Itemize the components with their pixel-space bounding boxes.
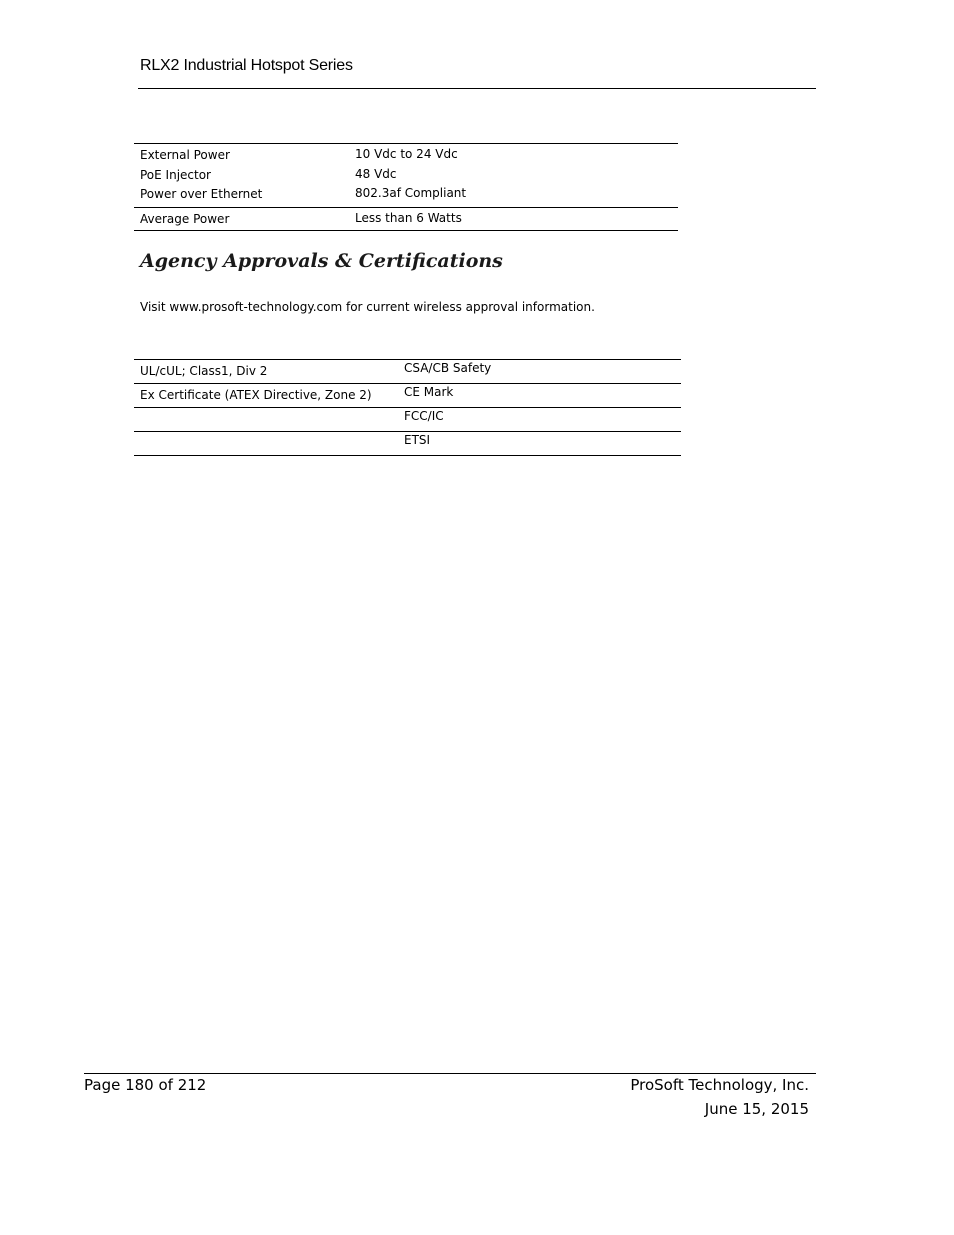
cert-right-cell: FCC/IC bbox=[404, 408, 681, 432]
cert-left-cell: Ex Certificate (ATEX Directive, Zone 2) bbox=[134, 384, 404, 408]
poe-injector-label: PoE Injector bbox=[140, 167, 211, 182]
power-spec-table bbox=[134, 143, 678, 231]
external-power-value: 10 Vdc to 24 Vdc bbox=[355, 147, 458, 161]
cert-right-cell: CSA/CB Safety bbox=[404, 360, 681, 384]
header-divider bbox=[138, 88, 816, 89]
footer-divider bbox=[84, 1073, 816, 1074]
average-power-label: Average Power bbox=[140, 211, 230, 226]
table-row bbox=[134, 432, 681, 456]
table-row bbox=[134, 384, 681, 408]
table-row bbox=[134, 408, 681, 432]
cert-left-cell bbox=[134, 408, 404, 432]
company-name: ProSoft Technology, Inc. bbox=[630, 1076, 809, 1094]
cert-left-cell: UL/cUL; Class1, Div 2 bbox=[134, 360, 404, 384]
external-power-label: External Power bbox=[140, 148, 230, 162]
table-row bbox=[134, 360, 681, 384]
power-values-cell bbox=[355, 144, 678, 208]
power-over-ethernet-value: 802.3af Compliant bbox=[355, 186, 467, 200]
poe-injector-value: 48 Vdc bbox=[355, 166, 397, 181]
running-header-title: RLX2 Industrial Hotspot Series bbox=[140, 57, 353, 74]
average-power-value: Less than 6 Watts bbox=[355, 210, 462, 225]
table-row bbox=[134, 144, 678, 208]
average-power-value-cell bbox=[355, 207, 678, 231]
document-date: June 15, 2015 bbox=[704, 1100, 809, 1118]
power-over-ethernet-label: Power over Ethernet bbox=[140, 187, 263, 201]
power-labels-cell bbox=[134, 144, 355, 208]
section-heading: Agency Approvals & Certifications bbox=[140, 250, 503, 272]
cert-left-cell bbox=[134, 432, 404, 456]
table-row bbox=[134, 207, 678, 231]
certifications-table bbox=[134, 359, 681, 456]
approval-info-text: Visit www.prosoft-technology.com for current wireless approval information. bbox=[140, 300, 595, 314]
page-number: Page 180 of 212 bbox=[84, 1076, 207, 1094]
cert-right-cell: ETSI bbox=[404, 432, 681, 456]
cert-right-cell: CE Mark bbox=[404, 384, 681, 408]
average-power-label-cell bbox=[134, 207, 355, 231]
